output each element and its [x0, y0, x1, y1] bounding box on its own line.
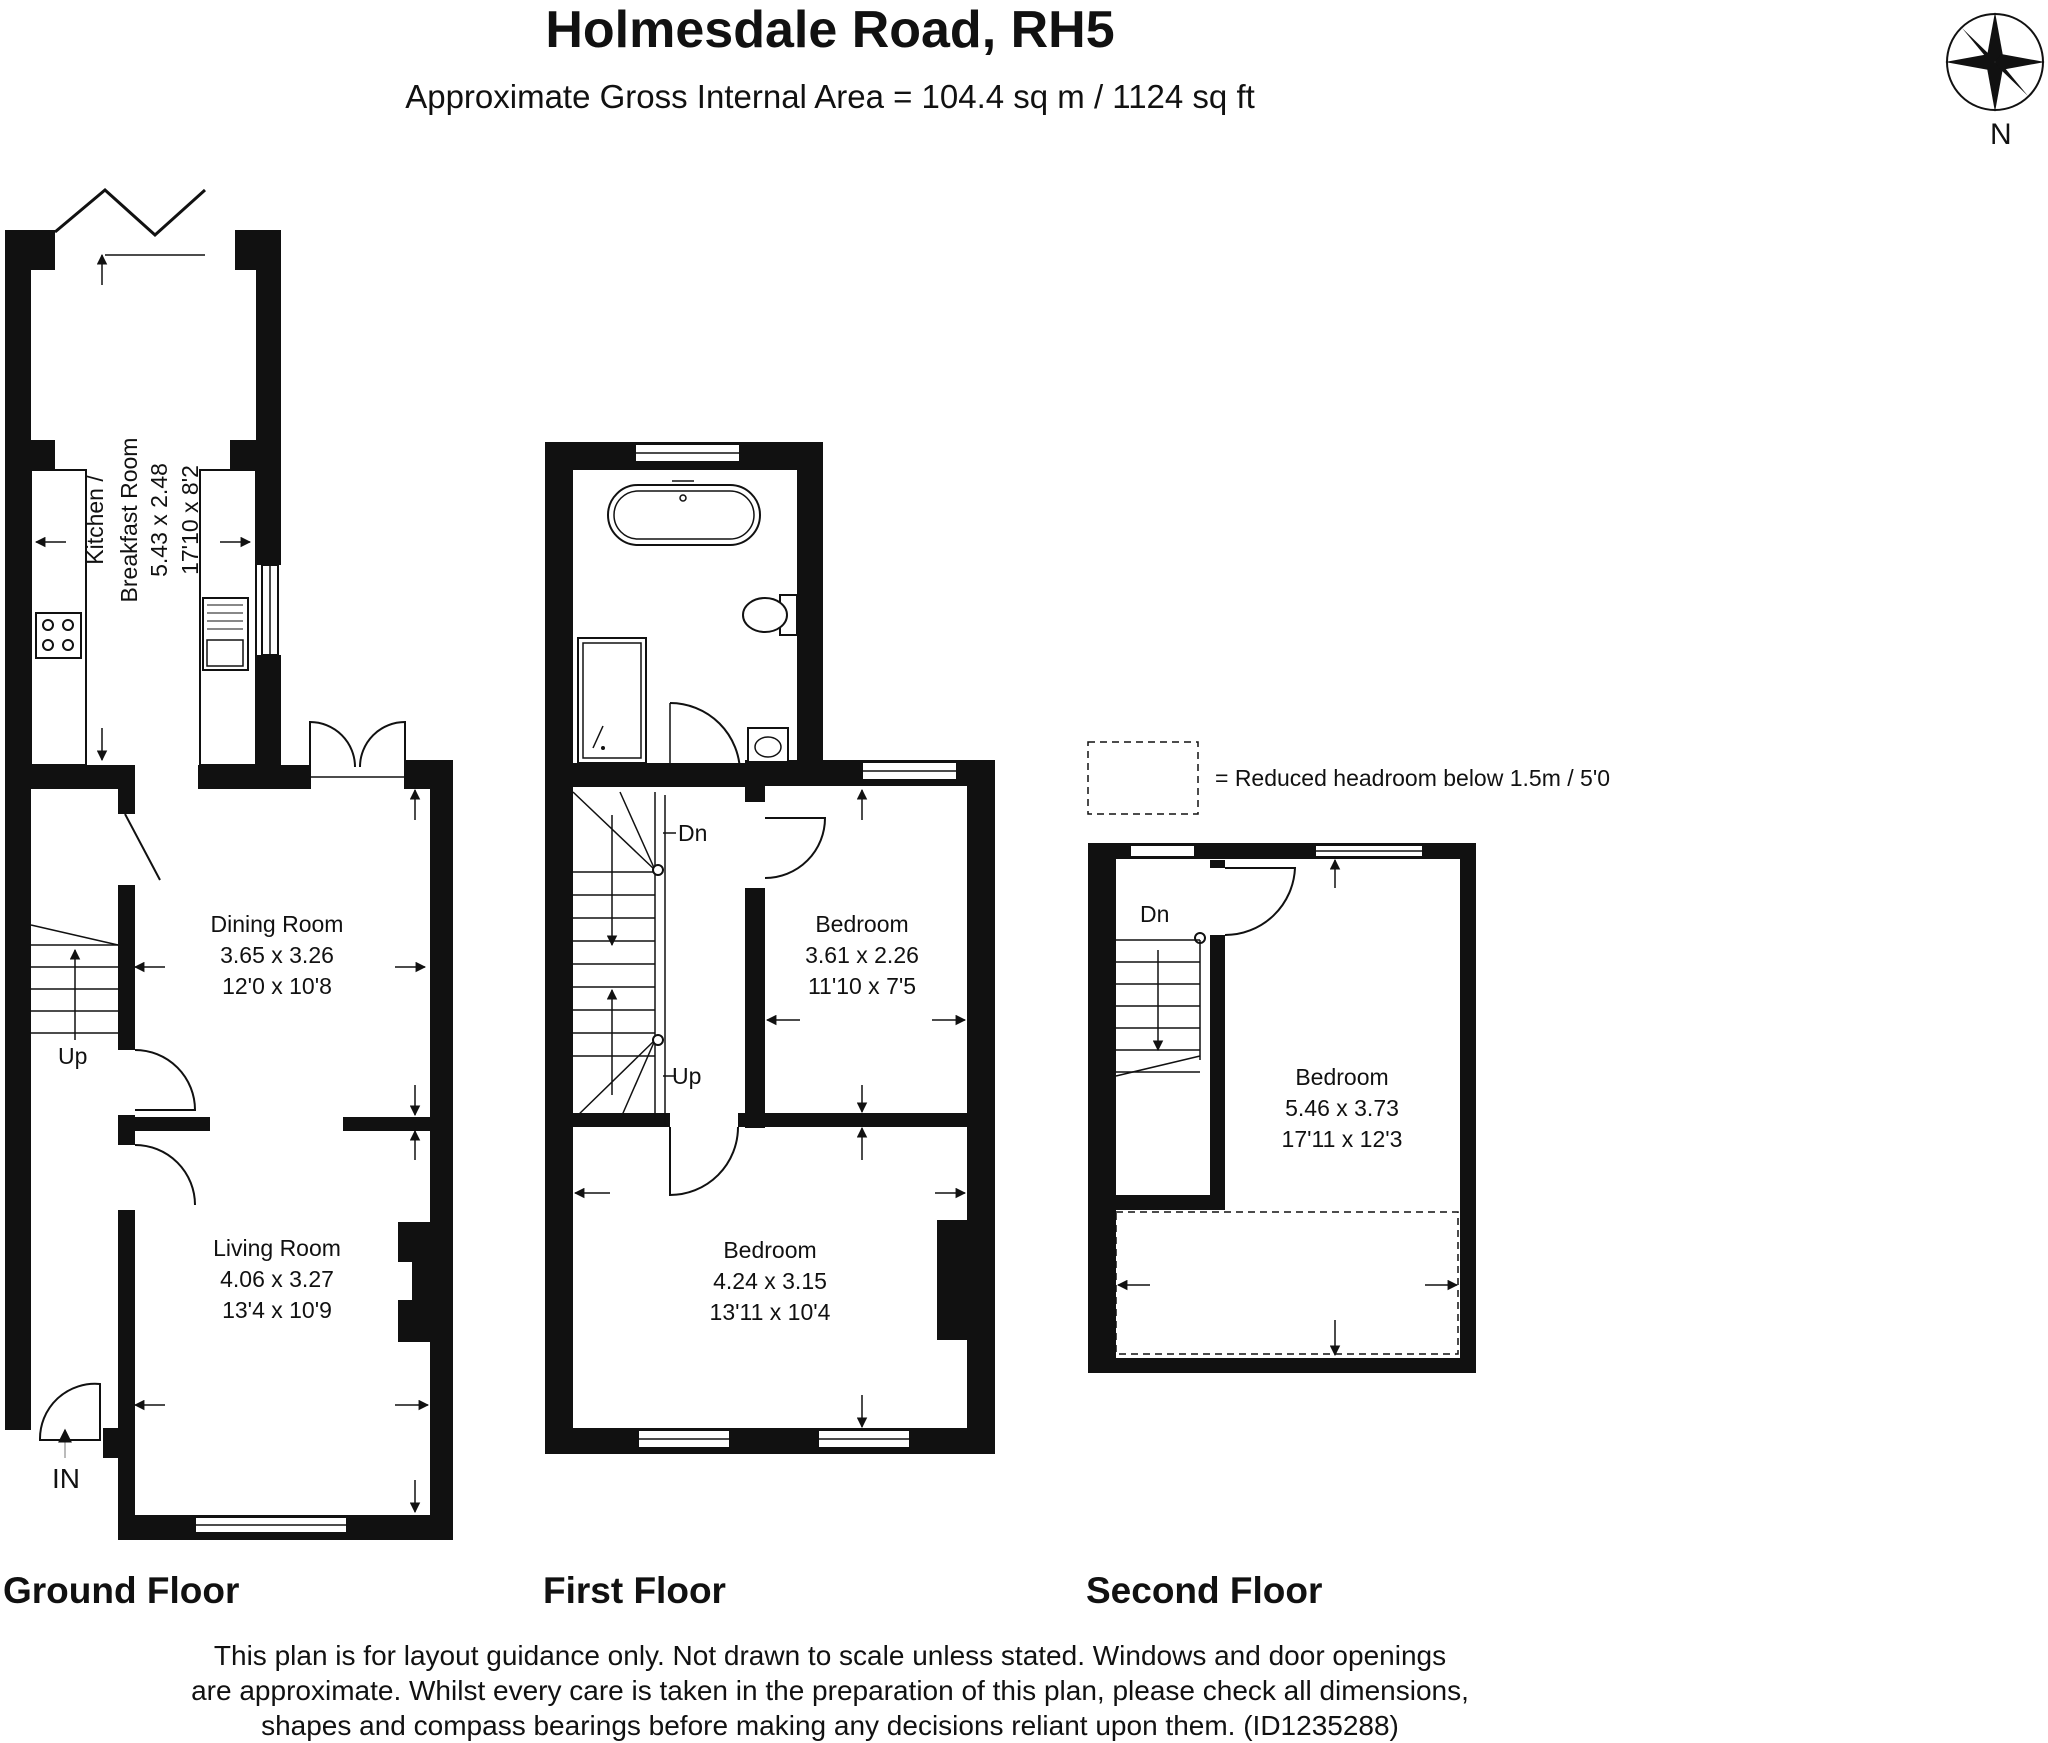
bedroom-small-imperial: 11'10 x 7'5	[807, 973, 917, 999]
first-floor-label: First Floor	[543, 1570, 726, 1611]
second-floor-label: Second Floor	[1086, 1570, 1323, 1611]
disclaimer-line-2: are approximate. Whilst every care is taken in the preparation of this plan, please check all dimensions,	[191, 1675, 1469, 1706]
dining-room-name: Dining Room	[210, 911, 344, 937]
first-stairs-down-label: Dn	[678, 820, 708, 846]
living-room-imperial: 13'4 x 10'9	[222, 1297, 332, 1323]
second-bedroom-imperial: 17'11 x 12'3	[1281, 1126, 1403, 1152]
second-floor-stairs	[1116, 940, 1200, 1076]
compass-north-label: N	[1990, 118, 2012, 151]
kitchen-dim-imperial: 17'10 x 8'2	[177, 465, 203, 575]
page-title: Holmesdale Road, RH5	[545, 1, 1115, 59]
bedroom-small-name: Bedroom	[815, 911, 909, 937]
living-room-name: Living Room	[213, 1235, 341, 1261]
gross-area-subtitle: Approximate Gross Internal Area = 104.4 sq m / 1124 sq ft	[405, 78, 1255, 115]
disclaimer	[0, 1638, 1660, 1743]
reduced-headroom-legend-swatch	[1088, 742, 1198, 814]
second-stairs-down-label: Dn	[1140, 901, 1170, 927]
ground-stairs	[31, 925, 118, 1040]
legend-text: = Reduced headroom below 1.5m / 5'0	[1215, 765, 1610, 791]
bedroom-small-metric: 3.61 x 2.26	[805, 942, 919, 968]
kitchen-name-line2: Breakfast Room	[116, 437, 142, 603]
disclaimer-line-3: shapes and compass bearings before making any decisions reliant upon them. (ID1235288)	[261, 1710, 1399, 1741]
disclaimer-line-1: This plan is for layout guidance only. Not drawn to scale unless stated. Windows and door openings	[213, 1640, 1447, 1671]
kitchen-name-line1: Kitchen /	[82, 475, 108, 565]
living-room-metric: 4.06 x 3.27	[220, 1266, 334, 1292]
entrance-label: IN	[52, 1463, 80, 1494]
dining-room-imperial: 12'0 x 10'8	[222, 973, 332, 999]
compass-rose-icon	[1945, 12, 2045, 112]
ground-stairs-up-label: Up	[58, 1043, 88, 1069]
ground-floor-label: Ground Floor	[3, 1570, 240, 1611]
bedroom-large-imperial: 13'11 x 10'4	[709, 1299, 831, 1325]
second-bedroom-name: Bedroom	[1295, 1064, 1389, 1090]
first-floor-stairs	[573, 792, 676, 1125]
bedroom-large-name: Bedroom	[723, 1237, 817, 1263]
first-stairs-up-label: Up	[672, 1063, 702, 1089]
second-bedroom-metric: 5.46 x 3.73	[1285, 1095, 1399, 1121]
ground-floor-plan	[5, 190, 453, 1540]
dining-room-metric: 3.65 x 3.26	[220, 942, 334, 968]
kitchen-dim-metric: 5.43 x 2.48	[146, 463, 172, 577]
bedroom-large-metric: 4.24 x 3.15	[713, 1268, 827, 1294]
